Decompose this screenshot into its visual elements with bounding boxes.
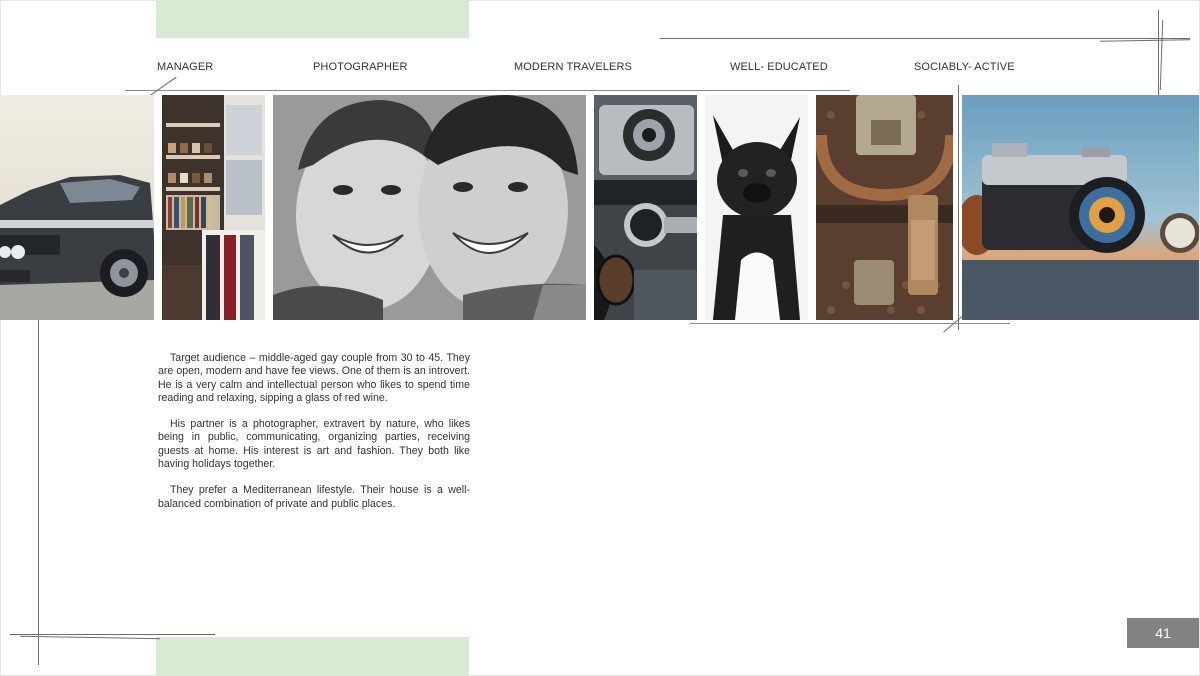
sketch-line-right bbox=[1158, 10, 1159, 95]
couple-photo bbox=[273, 95, 586, 320]
body-text bbox=[158, 352, 470, 524]
sketch-line-under-photos bbox=[690, 323, 1010, 324]
label-sociably-active: SOCIABLY- ACTIVE bbox=[914, 61, 1015, 73]
wardrobe-photo bbox=[162, 95, 265, 320]
label-modern-travelers: MODERN TRAVELERS bbox=[514, 61, 632, 73]
label-manager: MANAGER bbox=[157, 61, 214, 73]
label-well-educated: WELL- EDUCATED bbox=[730, 61, 828, 73]
sketch-line-top bbox=[660, 38, 1190, 39]
page-number-box bbox=[1127, 618, 1199, 648]
green-accent-bottom bbox=[156, 637, 469, 676]
sketch-line-bottom bbox=[10, 634, 215, 635]
car-photo bbox=[0, 95, 154, 320]
page-number: 41 bbox=[1155, 625, 1171, 641]
label-photographer: PHOTOGRAPHER bbox=[313, 61, 408, 73]
camera-photo bbox=[962, 95, 1199, 320]
sketch-line-mid-vertical bbox=[958, 85, 959, 330]
sketch-line-left-vertical bbox=[38, 320, 39, 665]
paragraph-lifestyle: They prefer a Mediterranean lifestyle. Their house is a well-balanced combination of private and public places. bbox=[158, 484, 470, 510]
sketch-line-under-labels bbox=[125, 90, 850, 91]
luggage-photo bbox=[816, 95, 953, 320]
camera-watch-photo bbox=[594, 95, 697, 320]
paragraph-target-audience: Target audience – middle-aged gay couple from 30 to 45. They are open, modern and have fee views. One of them is an introvert. He is a very calm and intellectual person who likes to spend time reading and relaxing, sipping a glass of red wine. bbox=[158, 352, 470, 404]
bulldog-photo bbox=[705, 95, 808, 320]
paragraph-partner: His partner is a photographer, extravert by nature, who likes being in public, communicating, organizing parties, receiving guests at home. His interest is art and fashion. They both like having holidays together. bbox=[158, 418, 470, 471]
green-accent-top bbox=[156, 0, 469, 38]
